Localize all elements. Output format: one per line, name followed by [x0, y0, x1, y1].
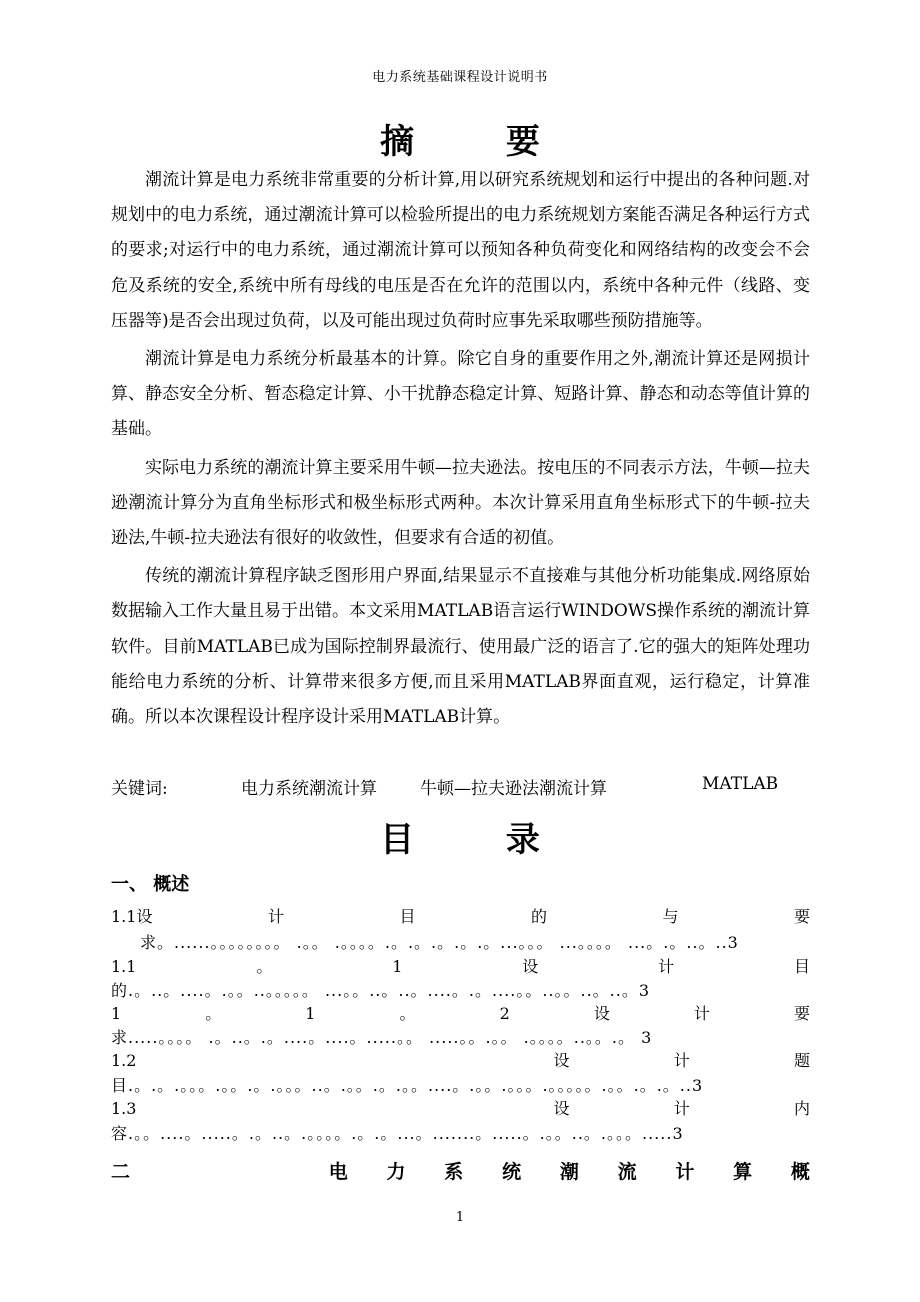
- running-header: 电力系统基础课程设计说明书: [372, 70, 548, 85]
- toc-entry-3-line-2[interactable]: 求.....。。。。 .。..。.。....。....。.....。。 .....。。.。。 .。。。。..。。.。 3: [111, 1028, 653, 1047]
- abstract-paragraph-4: 传统的潮流计算程序缺乏图形用户界面,结果显示不直接难与其他分析功能集成.网络原始数据输入工作大量且易于出错。本文采用MATLAB语言运行WINDOWS操作系统的潮流计算软件。目前MATLAB已成为国际控制界最流行、使用最广泛的语言了.它的强大的矩阵处理功能给电力系统的分析、计算带来很多方便,而且采用MATLAB界面直观，运行稳定，计算准确。所以本次课程设计程序设计采用MATLAB计算。: [111, 566, 810, 728]
- keyword-item: 电力系统潮流计算: [241, 779, 377, 799]
- abstract-title: 摘 要: [380, 122, 580, 162]
- toc-entry-1-line-2[interactable]: 求。......。。。。。。。。 .。。 .。。。。.。.。.。.。.。...。。。 ...。。。。 ...。.。..。..3: [140, 933, 739, 952]
- abstract-paragraph-2: 潮流计算是电力系统分析最基本的计算。除它自身的重要作用之外,潮流计算还是网损计算、静态安全分析、暂态稳定计算、小干扰静态稳定计算、短路计算、静态和动态等值计算的基础。: [111, 349, 810, 440]
- keywords-line: [111, 774, 810, 809]
- toc-entry-5-line-1[interactable]: 1.3 设 计 内: [111, 1099, 810, 1118]
- keyword-item: MATLAB: [702, 774, 779, 794]
- page-number: 1: [455, 1210, 465, 1225]
- toc-section-2[interactable]: 二 电 力 系 统 潮 流 计 算 概: [111, 1161, 810, 1183]
- toc-entry-1-line-1[interactable]: 1.1设 计 目 的 与 要: [111, 907, 810, 926]
- keyword-item: 牛顿—拉夫逊法潮流计算: [420, 779, 607, 799]
- abstract-body: [111, 163, 810, 735]
- toc-entry-4-line-1[interactable]: 1.2 设 计 题: [111, 1051, 810, 1070]
- abstract-paragraph-3: 实际电力系统的潮流计算主要采用牛顿—拉夫逊法。按电压的不同表示方法，牛顿—拉夫逊潮流计算分为直角坐标形式和极坐标形式两种。本次计算采用直角坐标形式下的牛顿-拉夫逊法,牛顿-拉夫逊法有很好的收敛性，但要求有合适的初值。: [111, 457, 810, 549]
- toc-entry-2-line-1[interactable]: 1.1 。 1 设 计 目: [111, 957, 810, 976]
- keywords-label: 关键词:: [111, 779, 168, 799]
- toc-entry-4-line-2[interactable]: 目.。.。.。。。.。。.。.。。。..。.。。.。.。。....。.。。.。。。.。。。。。.。。.。.。..3: [111, 1076, 704, 1095]
- toc-title: 目 录: [380, 820, 580, 860]
- toc-entry-3-line-1[interactable]: 1 。 1 。 2 设 计 要: [111, 1004, 810, 1023]
- abstract-paragraph-1: 潮流计算是电力系统非常重要的分析计算,用以研究系统规划和运行中提出的各种问题.对规划中的电力系统，通过潮流计算可以检验所提出的电力系统规划方案能否满足各种运行方式的要求;对运行中的电力系统，通过潮流计算可以预知各种负荷变化和网络结构的改变会不会危及系统的安全,系统中所有母线的电压是否在允许的范围以内，系统中各种元件（线路、变压器等)是否会出现过负荷，以及可能出现过负荷时应事先采取哪些预防措施等。: [111, 170, 810, 331]
- toc-section-1: 一、 概述: [111, 874, 190, 895]
- toc-entry-5-line-2[interactable]: 容.。。....。.....。.。..。.。。。。.。.。...。.......。.....。.。。..。.。。。.....3: [111, 1124, 684, 1143]
- toc-entry-2-line-2[interactable]: 的.。..。....。.。。..。。。。。 ...。。..。..。....。.。....。。..。。..。..。3: [111, 981, 651, 1000]
